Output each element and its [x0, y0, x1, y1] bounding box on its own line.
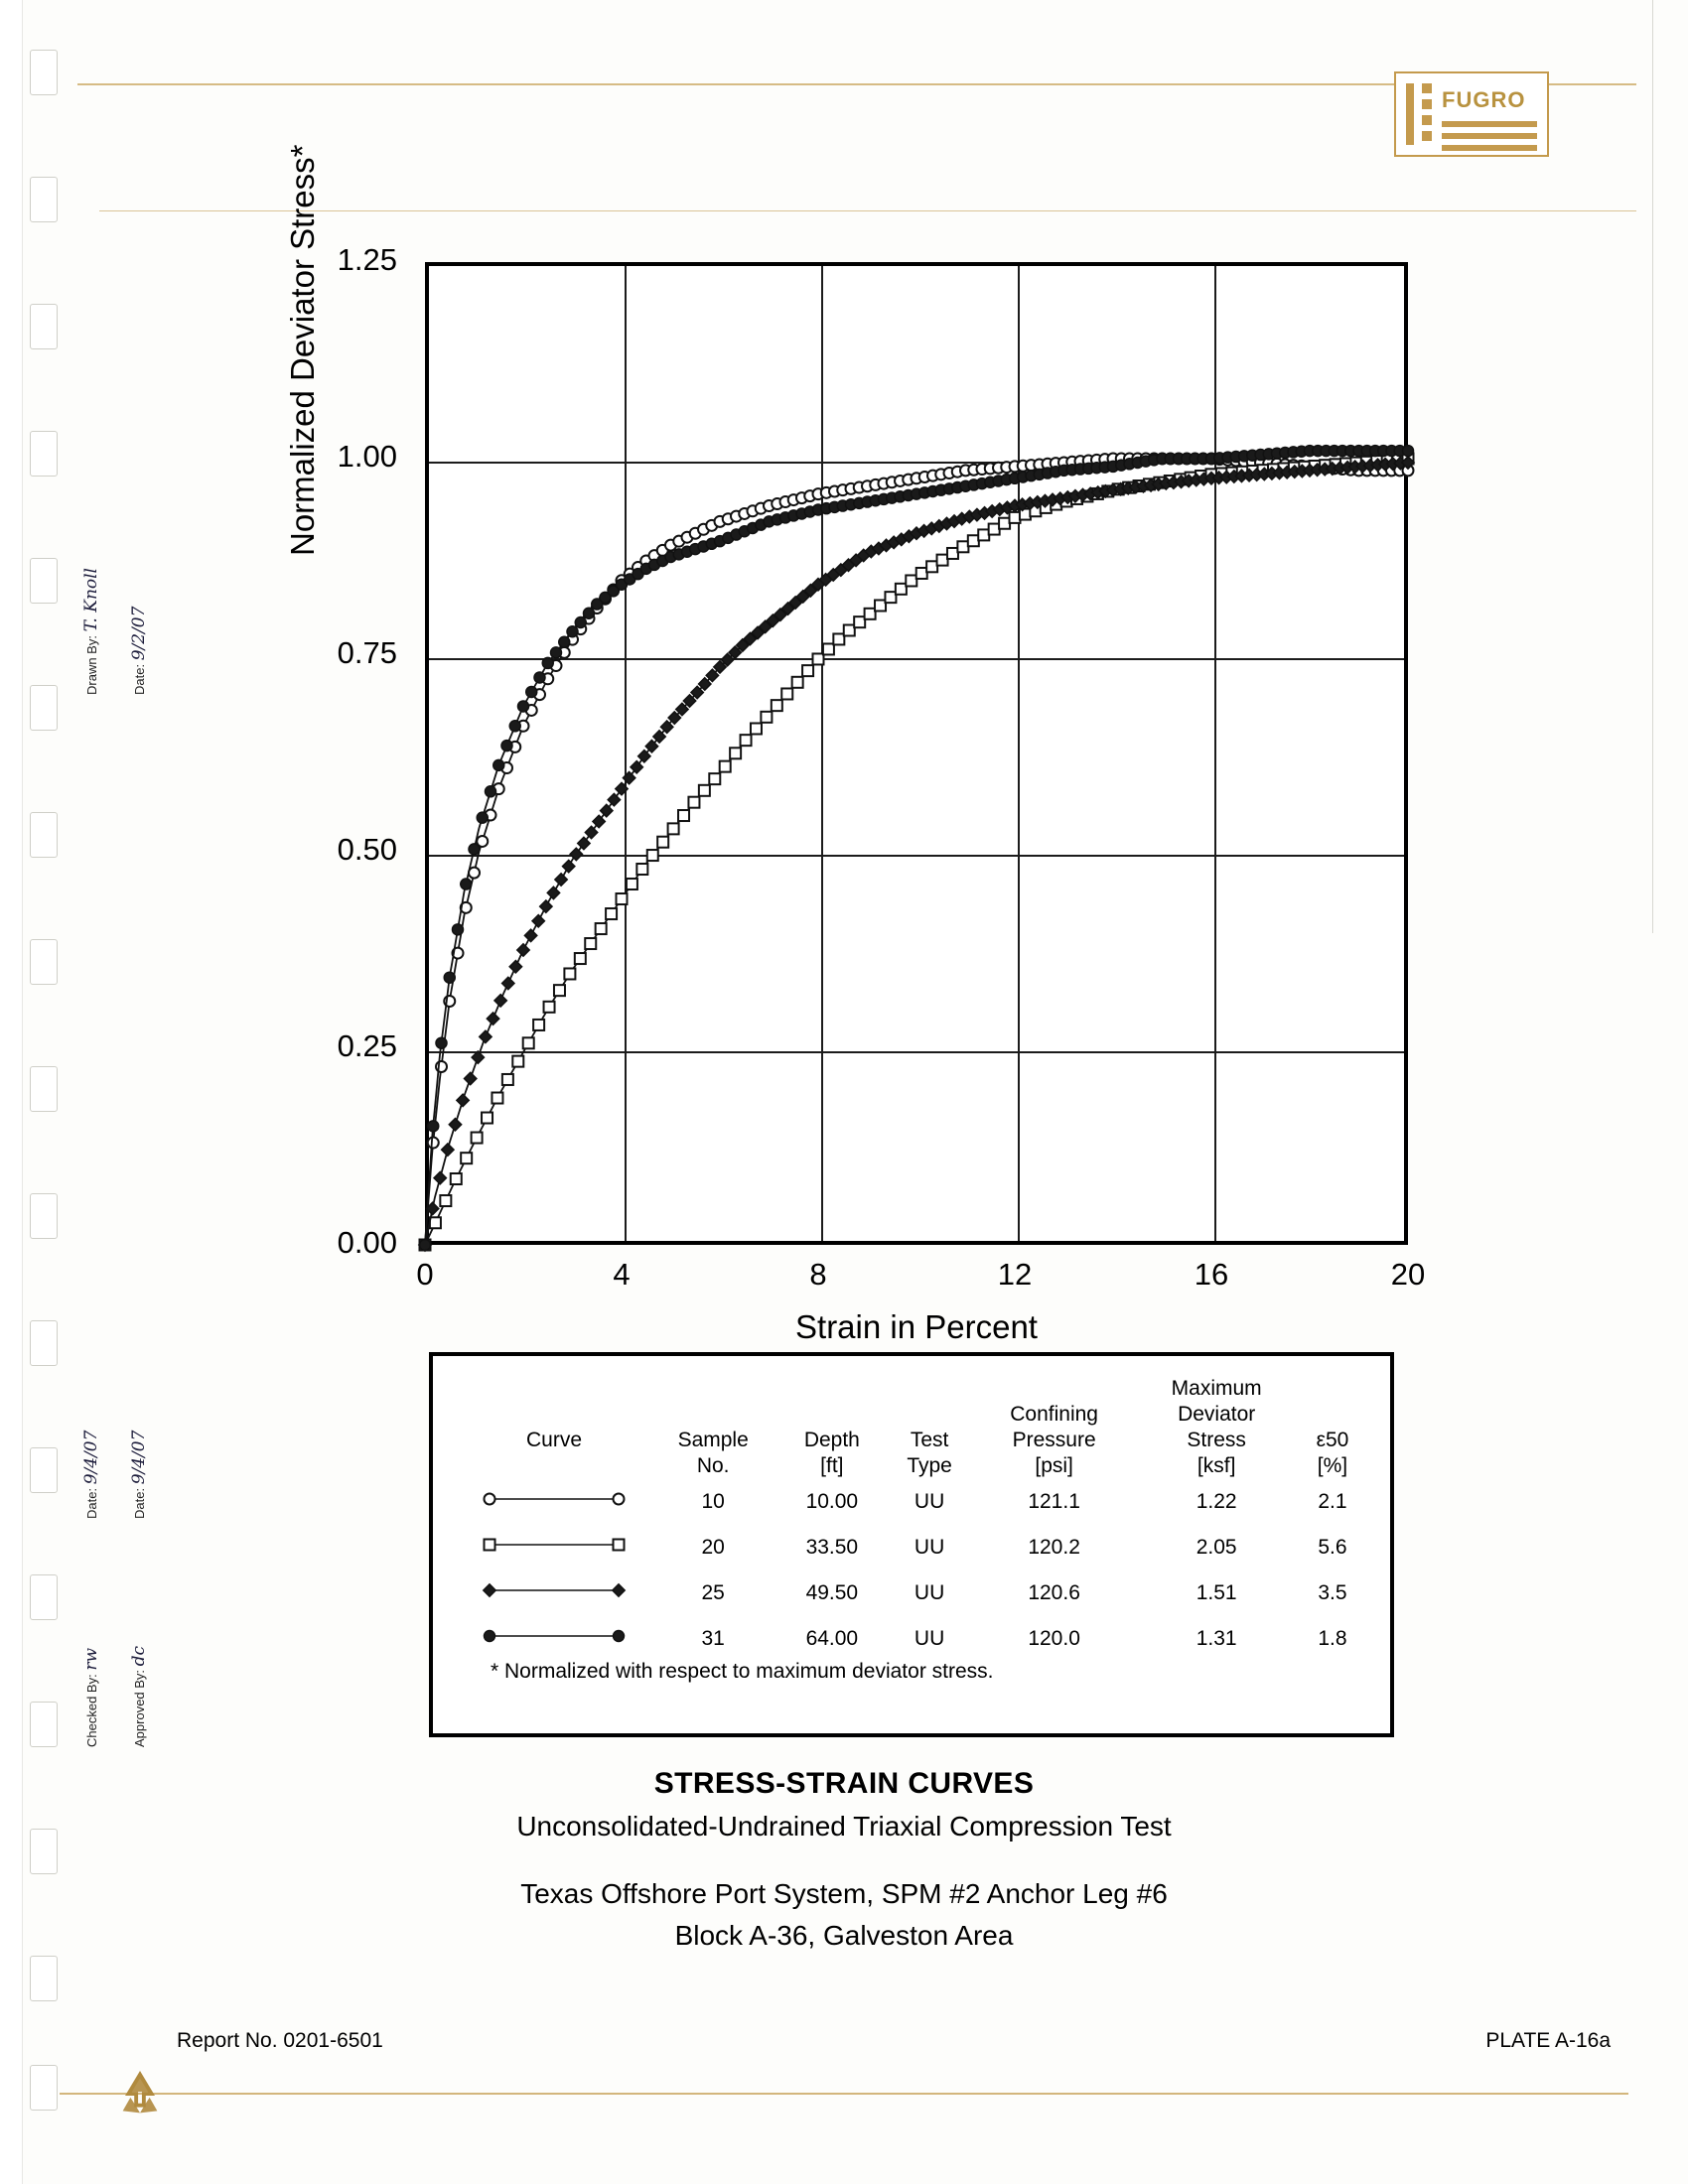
legend-header-confining-1: Confining [1010, 1402, 1098, 1426]
series-marker [937, 555, 948, 566]
legend-header-depth-2: [ft] [820, 1453, 844, 1477]
series-marker [567, 626, 578, 637]
series-marker [1010, 512, 1021, 523]
series-marker [461, 1153, 472, 1163]
series-marker [730, 748, 741, 758]
series-marker [699, 785, 710, 796]
series-marker [487, 1013, 498, 1024]
series-marker [477, 812, 488, 823]
drawn-date-annotation: Date: 9/2/07 [129, 606, 149, 695]
series-marker [688, 797, 699, 808]
series-marker [442, 1144, 454, 1156]
series-marker [616, 782, 628, 794]
series-marker [461, 879, 472, 889]
x-tick-label: 12 [997, 1257, 1033, 1292]
series-marker [647, 850, 658, 861]
series-marker [480, 1030, 492, 1042]
legend-symbol-open-square [480, 1532, 629, 1558]
legend-header-row-2 [461, 1402, 1366, 1428]
legend-depth: 49.50 [805, 1580, 859, 1604]
series-marker [978, 529, 989, 540]
series-marker [494, 995, 506, 1007]
series-marker [482, 1113, 492, 1124]
series-marker [464, 1072, 476, 1084]
legend-footnote: * Normalized with respect to maximum deviator stress. [491, 1660, 994, 1683]
legend-confining-pressure: 120.6 [1028, 1580, 1080, 1604]
series-marker [623, 771, 634, 783]
series-marker [875, 600, 886, 611]
legend-header-maxdev-1: Maximum [1171, 1377, 1262, 1400]
series-marker [485, 1630, 495, 1641]
y-tick-label: 0.75 [337, 635, 397, 670]
series-marker [501, 741, 512, 751]
legend-header-confining-2: Pressure [1012, 1428, 1096, 1451]
fugro-logo-text: FUGRO [1442, 87, 1526, 112]
series-marker [555, 874, 567, 886]
legend-table [461, 1376, 1366, 1662]
series-marker [486, 786, 496, 797]
legend-curve-symbol-cell [461, 1570, 647, 1616]
series-marker [926, 561, 937, 572]
series-marker [751, 723, 762, 734]
y-tick-label: 1.25 [337, 242, 397, 277]
series-marker [823, 643, 834, 654]
x-tick-label: 0 [416, 1257, 434, 1292]
series-marker [575, 617, 586, 628]
legend-sample-no: 25 [701, 1580, 725, 1604]
series-marker [420, 1240, 431, 1251]
series-sample-20 [420, 454, 1414, 1251]
x-tick-label: 8 [809, 1257, 827, 1292]
legend-max-deviator-stress: 1.31 [1196, 1626, 1237, 1650]
series-marker [854, 616, 865, 627]
legend-header-sample-2: No. [696, 1453, 730, 1477]
series-marker [502, 977, 514, 989]
legend-depth: 33.50 [805, 1535, 859, 1559]
legend-max-deviator-stress: 1.22 [1196, 1489, 1237, 1513]
series-marker [451, 1173, 462, 1184]
series-marker [509, 721, 520, 732]
series-marker [668, 823, 679, 834]
series-marker [957, 541, 968, 552]
legend-sample-no: 10 [701, 1489, 725, 1513]
series-marker [896, 584, 907, 595]
series-marker [485, 1493, 495, 1504]
series-marker [741, 735, 752, 746]
series-marker [485, 1539, 495, 1550]
footer-rule [60, 2093, 1628, 2095]
legend-curve-symbol-cell [461, 1479, 647, 1525]
legend-row [461, 1570, 1366, 1616]
legend-header-testtype-2: Type [907, 1453, 952, 1477]
series-marker [617, 893, 628, 904]
y-tick-label: 0.50 [337, 832, 397, 867]
legend-row [461, 1479, 1366, 1525]
series-marker [802, 665, 813, 676]
legend-sample-no: 20 [701, 1535, 725, 1559]
series-marker [989, 524, 1000, 535]
legend-header-curve: Curve [525, 1428, 583, 1451]
legend-e50: 3.5 [1318, 1580, 1347, 1604]
series-marker [627, 879, 637, 889]
legend-header-sample-1: Sample [677, 1428, 749, 1451]
legend-sample-no: 31 [701, 1626, 725, 1650]
legend-header-maxdev-3: Stress [1187, 1428, 1246, 1451]
checked-date-value: 9/4/07 [81, 1430, 101, 1485]
series-marker [440, 1195, 451, 1206]
series-marker [428, 1121, 439, 1132]
legend-header-confining-3: [psi] [1035, 1453, 1073, 1477]
legend-row [461, 1616, 1366, 1662]
legend-header-row-3 [461, 1428, 1366, 1453]
series-marker [533, 1020, 544, 1030]
series-marker [472, 1051, 484, 1063]
legend-depth: 10.00 [805, 1489, 859, 1513]
approved-by-signature: dc [129, 1645, 149, 1667]
drawn-date-value: 9/2/07 [129, 606, 149, 661]
legend-row [461, 1525, 1366, 1570]
recycle-icon [111, 2069, 169, 2122]
legend-max-deviator-stress: 1.51 [1196, 1580, 1237, 1604]
report-number: Report No. 0201-6501 [177, 2029, 383, 2052]
series-marker [885, 592, 896, 603]
series-marker [638, 751, 650, 762]
series-marker [517, 944, 529, 956]
series-marker [484, 1584, 495, 1596]
series-marker [436, 1037, 447, 1048]
legend-confining-pressure: 120.2 [1028, 1535, 1080, 1559]
legend-header-e50-1: ε50 [1316, 1428, 1349, 1451]
series-marker [534, 672, 545, 683]
checked-date-annotation: Date: 9/4/07 [81, 1430, 101, 1519]
series-marker [524, 929, 536, 941]
series-marker [449, 1119, 461, 1131]
legend-header-e50-2: [%] [1317, 1453, 1348, 1477]
legend-symbol-filled-circle [480, 1623, 629, 1649]
y-tick-label: 0.25 [337, 1028, 397, 1063]
series-marker [493, 759, 504, 770]
y-axis-label: Normalized Deviator Stress* [284, 144, 321, 556]
series-marker [457, 1094, 469, 1106]
legend-confining-pressure: 121.1 [1028, 1489, 1080, 1513]
legend-confining-pressure: 120.0 [1028, 1626, 1080, 1650]
y-tick-label: 1.00 [337, 439, 397, 474]
series-marker [532, 915, 544, 927]
legend-symbol-open-circle [480, 1486, 629, 1512]
legend-max-deviator-stress: 2.05 [1196, 1535, 1237, 1559]
series-marker [551, 647, 562, 658]
series-marker [559, 636, 570, 647]
series-marker [444, 972, 455, 983]
series-marker [613, 1584, 625, 1596]
approved-by-annotation: Approved By: dc [129, 1645, 149, 1747]
series-marker [709, 773, 720, 784]
series-marker [906, 575, 916, 586]
checked-by-annotation: Checked By: rw [81, 1647, 101, 1747]
legend-symbol-filled-diamond [480, 1577, 629, 1603]
series-marker [968, 535, 979, 546]
series-marker [865, 609, 876, 619]
series-marker [606, 908, 617, 919]
y-tick-label: 0.00 [337, 1225, 397, 1260]
legend-header-row-1 [461, 1376, 1366, 1402]
legend-header-row-4 [461, 1453, 1366, 1479]
series-marker [578, 837, 590, 849]
series-marker [526, 686, 537, 697]
series-marker [585, 938, 596, 949]
series-marker [472, 1133, 483, 1144]
plate-title: STRESS-STRAIN CURVES [653, 1767, 1035, 1800]
project-name: Texas Offshore Port System, SPM #2 Anchor Leg #6 [520, 1878, 1168, 1909]
series-marker [608, 793, 620, 805]
series-marker [512, 1056, 523, 1067]
x-tick-label: 4 [613, 1257, 631, 1292]
series-marker [761, 712, 772, 723]
series-marker [575, 953, 586, 964]
x-tick-label: 16 [1194, 1257, 1229, 1292]
series-marker [999, 518, 1010, 529]
legend-curve-symbol-cell [461, 1525, 647, 1570]
series-sample-31 [420, 446, 1414, 1251]
legend-table-box [429, 1352, 1394, 1737]
series-marker [564, 968, 575, 979]
series-marker [542, 657, 553, 668]
legend-depth: 64.00 [805, 1626, 859, 1650]
series-marker [540, 900, 552, 912]
series-marker [430, 1217, 441, 1228]
series-marker [509, 961, 521, 973]
series-marker [453, 924, 464, 935]
series-marker [584, 608, 595, 618]
series-marker [570, 848, 582, 860]
plate-subtitle: Unconsolidated-Undrained Triaxial Compression Test [516, 1811, 1172, 1842]
series-marker [947, 548, 958, 559]
plate-number: PLATE A-16a [1485, 2029, 1611, 2052]
series-marker [502, 1074, 513, 1085]
checked-by-signature: rw [81, 1647, 101, 1671]
series-marker [916, 568, 927, 579]
legend-curve-symbol-cell [461, 1616, 647, 1662]
series-marker [585, 826, 597, 838]
series-marker [614, 1539, 625, 1550]
series-marker [1403, 446, 1414, 457]
series-marker [434, 1171, 446, 1183]
series-marker [547, 887, 559, 898]
series-marker [678, 810, 689, 821]
legend-e50: 1.8 [1318, 1626, 1347, 1650]
series-marker [428, 1138, 439, 1149]
series-marker [657, 837, 668, 848]
legend-header-testtype-1: Test [910, 1428, 949, 1451]
legend-test-type: UU [914, 1489, 945, 1513]
series-marker [792, 677, 803, 688]
series-marker [518, 701, 529, 712]
legend-body [461, 1479, 1366, 1662]
series-marker [813, 653, 824, 664]
approved-date-value: 9/4/07 [129, 1430, 149, 1485]
legend-header-maxdev-4: [ksf] [1196, 1453, 1236, 1477]
series-marker [614, 1493, 625, 1504]
series-marker [596, 923, 607, 934]
legend-test-type: UU [914, 1626, 945, 1650]
legend-test-type: UU [914, 1535, 945, 1559]
series-marker [523, 1037, 534, 1048]
series-marker [631, 761, 642, 773]
drawn-by-annotation: Drawn By: T. Knoll [81, 568, 101, 695]
series-marker [844, 624, 855, 635]
series-marker [772, 700, 782, 711]
legend-test-type: UU [914, 1580, 945, 1604]
series-marker [781, 688, 792, 699]
series-marker [601, 804, 613, 816]
x-tick-label: 20 [1390, 1257, 1426, 1292]
approved-date-annotation: Date: 9/4/07 [129, 1430, 149, 1519]
drawn-by-signature: T. Knoll [81, 568, 101, 632]
series-marker [492, 1093, 502, 1104]
legend-e50: 2.1 [1318, 1489, 1347, 1513]
series-marker [833, 633, 844, 644]
project-location: Block A-36, Galveston Area [674, 1920, 1014, 1951]
series-marker [554, 985, 565, 996]
series-marker [720, 761, 731, 772]
x-axis-label: Strain in Percent [795, 1308, 1038, 1345]
legend-header-maxdev-2: Deviator [1178, 1402, 1256, 1426]
series-marker [562, 860, 574, 872]
legend-header-depth-1: Depth [803, 1428, 860, 1451]
series-marker [469, 844, 480, 855]
series-marker [636, 864, 647, 875]
series-marker [593, 815, 605, 827]
legend-e50: 5.6 [1318, 1535, 1347, 1559]
series-marker [544, 1002, 555, 1013]
series-marker [614, 1630, 625, 1641]
